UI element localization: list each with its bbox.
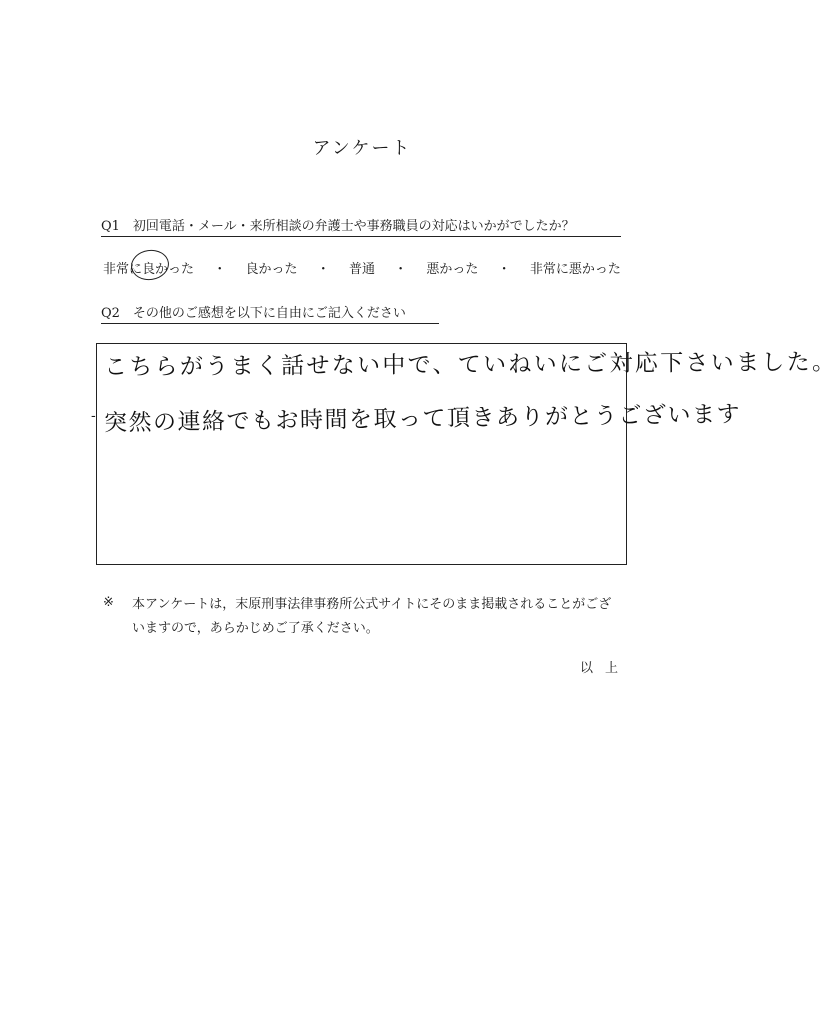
choice-separator: ・: [316, 262, 330, 277]
choice-bad: 悪かった: [426, 262, 479, 277]
handwritten-line-2: 突然の連絡でもお時間を取って頂きありがとうございます: [103, 401, 742, 437]
choice-separator: ・: [497, 262, 511, 277]
choice-separator: ・: [394, 262, 408, 277]
survey-title: アンケート: [312, 138, 412, 159]
publication-note: 本アンケートは，末原刑事法律事務所公式サイトにそのまま掲載されることがございますので，あらかじめご了承ください。: [132, 597, 612, 636]
choice-very-bad: 非常に悪かった: [529, 262, 621, 277]
choice-separator: ・: [213, 262, 227, 277]
circled-selection-mark: [129, 248, 171, 283]
question-1: Q1 初回電話・メール・来所相談の弁護士や事務職員の対応はいかがでしたか？: [101, 215, 621, 237]
note-mark: ※: [103, 595, 114, 610]
choice-good: 良かった: [245, 262, 298, 277]
question-2: Q2 その他のご感想を以下に自由にご記入ください: [101, 302, 439, 324]
choice-very-good-label: 非常に良かった: [103, 262, 195, 277]
stray-pen-mark: -: [91, 408, 96, 424]
choice-average: 普通: [348, 262, 375, 277]
closing-mark: 以上: [580, 661, 631, 676]
choice-very-good: [103, 258, 194, 277]
q1-choices: [103, 258, 621, 277]
handwritten-line-1: こちらがうまく話せない中で、ていねいにご対応下さいました。: [103, 349, 837, 381]
